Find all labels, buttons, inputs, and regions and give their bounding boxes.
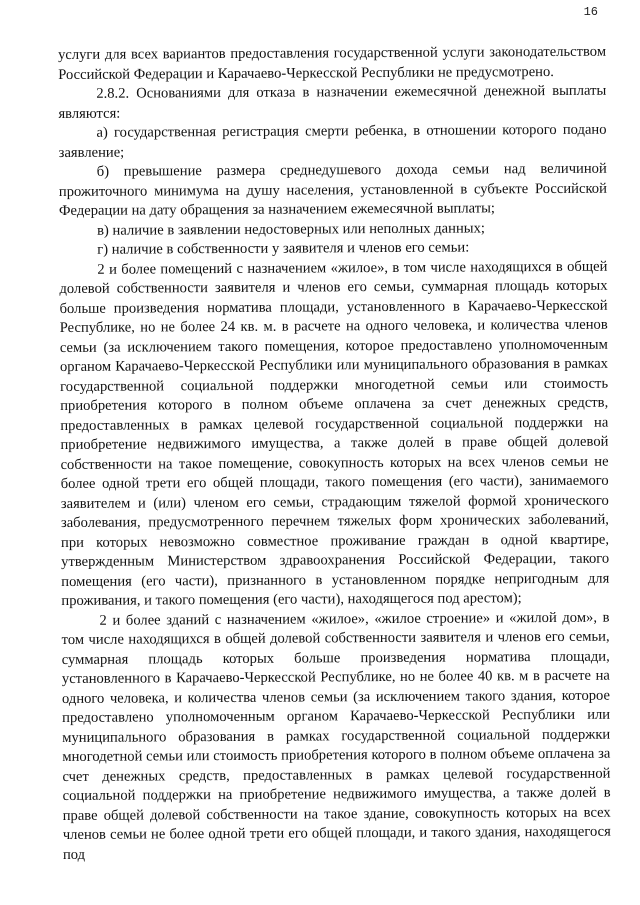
paragraph-item-v: в) наличие в заявлении недостоверных или неполных данных; — [97, 219, 485, 239]
paragraph-continuation: услуги для всех вариантов предоставления государственной услуги законодательством Российской Федерации и Карачаево-Черкесской Республики не предусмотрено. — [58, 43, 607, 83]
paragraph-item-b: б) превышение размера среднедушевого дохода семьи над величиной прожиточного минимума на душу населения, установленной в субъекте Российской Федерации на дату обращения за назначением ежемесячной выплаты; — [58, 160, 607, 219]
document-body — [58, 43, 611, 865]
paragraph-premises: 2 и более помещений с назначением «жилое», в том числе находящихся в общей долевой собственности заявителя и членов его семьи, суммарная площадь которых больше произведения норматива площади, установленного в Карачаево-Черкесской Республике, но не более 24 кв. м. в расчете на одного человека, и количества членов семьи (за исключением такого помещения, которое предоставлено уполномоченным органом Карачаево-Черкесской Республики или муниципального образования в рамках государственной социальной поддержки многодетной семьи или стоимость приобретения которого в полном объеме оплачена за счет денежных средств, предоставленных в рамках целевой государственной социальной поддержки на приобретение недвижимого имущества, а также долей в праве общей долевой собственности на такое помещение, совокупность которых на всех членов семьи не более одной трети его общей площади, такого помещения (его части), занимаемого заявителем и (или) членом его семьи, страдающим тяжелой формой хронического заболевания, предусмотренного перечнем тяжелых форм хронических заболеваний, при которых невозможно совместное проживание граждан в одной квартире, утвержденным Министерством здравоохранения Российской Федерации, такого помещения (его части), признанного в установленном порядке непригодным для проживания, и такого помещения (его части), находящегося под арестом); — [59, 258, 610, 609]
page-number: 16 — [583, 5, 598, 19]
paragraph-item-g: г) наличие в собственности у заявителя и членов его семьи: — [97, 239, 470, 258]
paragraph-item-a: а) государственная регистрация смерти ребенка, в отношении которого подано заявление; — [58, 121, 607, 161]
paragraph-2-8-2-heading: 2.8.2. Основаниями для отказа в назначении ежемесячной денежной выплаты являются: — [58, 82, 607, 122]
paragraph-buildings: 2 и более зданий с назначением «жилое», «жилое строение» и «жилой дом», в том числе находящихся в общей долевой собственности заявителя и членов его семьи, суммарная площадь которых больше произведения норматива площади, установленного в Карачаево-Черкесской Республике, но не более 40 кв. м в расчете на одного человека, и количества членов семьи (за исключением такого здания, которое предоставлено уполномоченным органом Карачаево-Черкесской Республики или муниципального образования в рамках государственной социальной поддержки многодетной семьи или стоимость приобретения которого в полном объеме оплачена за счет денежных средств, предоставленных в рамках целевой государственной социальной поддержки на приобретение недвижимого имущества, а также долей в праве общей долевой собственности на такое здание, совокупность которых на всех членов семьи не более одной трети его общей площади, и такого здания, находящегося под — [61, 609, 611, 863]
